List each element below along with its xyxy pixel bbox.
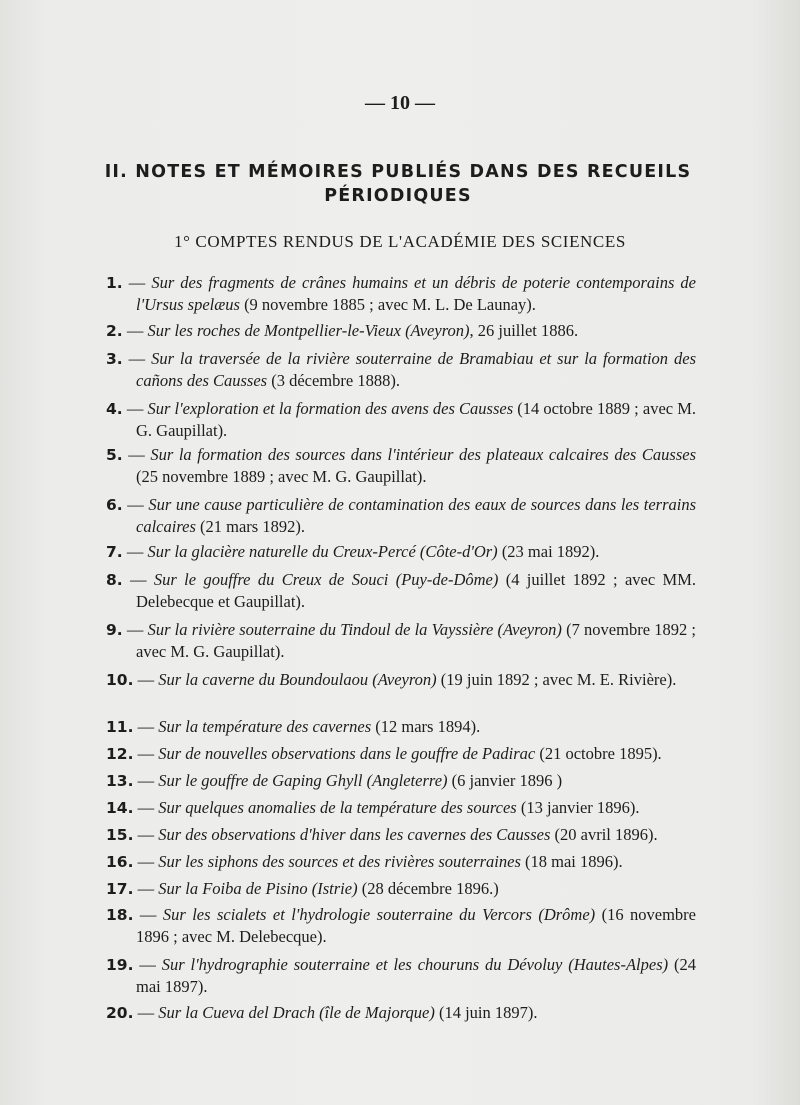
list-item: 11. — Sur la température des cavernes (12 mars 1894). (106, 717, 481, 736)
entry-title: Sur les siphons des sources et des rivières souterraines (158, 852, 521, 871)
section-heading-line-1: II. NOTES ET MÉMOIRES PUBLIÉS DANS DES RECUEILS (104, 162, 692, 182)
list-item: 3. — Sur la traversée de la rivière souterraine de Bramabiau et sur la formation des cañons des Causses (3 décembre 1888). (106, 349, 696, 390)
entry-number: 3. (106, 350, 123, 368)
entry-title: Sur les roches de Montpellier-le-Vieux (Aveyron) (147, 321, 470, 340)
list-item: 5. — Sur la formation des sources dans l'intérieur des plateaux calcaires des Causses (25 novembre 1889 ; avec M. G. Gaupillat). (106, 445, 696, 486)
entry-title: Sur les scialets et l'hydrologie souterraine du Vercors (Drôme) (162, 905, 596, 924)
entry-title: Sur le gouffre de Gaping Ghyll (Angleterre) (158, 771, 448, 790)
entry-title: Sur quelques anomalies de la température des sources (158, 798, 517, 817)
list-item: 6. — Sur une cause particulière de contamination des eaux de sources dans les terrains calcaires (21 mars 1892). (106, 495, 696, 536)
entry-detail: (18 mai 1896). (520, 852, 623, 871)
list-item: 14. — Sur quelques anomalies de la température des sources (13 janvier 1896). (106, 798, 640, 817)
list-item: 15. — Sur des observations d'hiver dans les cavernes des Causses (20 avril 1896). (106, 825, 658, 844)
entry-detail: (25 novembre 1889 ; avec M. G. Gaupillat). (136, 467, 427, 486)
entry-title: Sur le gouffre du Creux de Souci (Puy-de-Dôme) (153, 570, 499, 589)
entry-detail: (28 décembre 1896.) (357, 879, 499, 898)
entry-detail: (4 juillet 1892 ; avec MM. Delebecque et Gaupillat). (136, 570, 696, 611)
section-heading (96, 160, 700, 208)
entry-title: Sur des observations d'hiver dans les cavernes des Causses (158, 825, 551, 844)
entry-number: 1. (106, 274, 123, 292)
entry-number: 13. (106, 772, 134, 790)
entry-number: 17. (106, 880, 134, 898)
list-item: 10. — Sur la caverne du Boundoulaou (Aveyron) (19 juin 1892 ; avec M. E. Rivière). (106, 670, 677, 689)
list-item: 8. — Sur le gouffre du Creux de Souci (Puy-de-Dôme) (4 juillet 1892 ; avec MM. Delebecque et Gaupillat). (106, 570, 696, 611)
entry-title: Sur la rivière souterraine du Tindoul de la Vayssière (Aveyron) (147, 620, 562, 639)
entry-detail: , 26 juillet 1886. (469, 321, 579, 340)
entry-title: Sur la glacière naturelle du Creux-Percé (Côte-d'Or) (147, 542, 498, 561)
entry-number: 9. (106, 621, 123, 639)
entry-detail: (24 mai 1897). (136, 955, 697, 996)
list-item: 20. — Sur la Cueva del Drach (île de Majorque) (14 juin 1897). (106, 1003, 538, 1022)
list-item: 18. — Sur les scialets et l'hydrologie souterraine du Vercors (Drôme) (16 novembre 1896 ; avec M. Delebecque). (106, 905, 696, 946)
entry-title: Sur la température des cavernes (158, 717, 372, 736)
entry-title: Sur l'exploration et la formation des avens des Causses (147, 399, 514, 418)
entry-title: Sur la traversée de la rivière souterraine de Bramabiau et sur la formation des cañons des Causses (136, 349, 696, 390)
entry-title: Sur la caverne du Boundoulaou (Aveyron) (158, 670, 437, 689)
entry-number: 16. (106, 853, 134, 871)
entry-number: 8. (106, 571, 123, 589)
entry-number: 10. (106, 671, 134, 689)
entry-detail: (14 octobre 1889 ; avec M. G. Gaupillat). (136, 399, 697, 440)
entry-title: Sur une cause particulière de contamination des eaux de sources dans les terrains calcaires (136, 495, 696, 536)
entry-detail: (9 novembre 1885 ; avec M. L. De Launay). (239, 295, 536, 314)
entry-number: 5. (106, 446, 123, 464)
subheading: 1° COMPTES RENDUS DE L'ACADÉMIE DES SCIENCES (174, 232, 626, 251)
entry-title: Sur des fragments de crânes humains et un débris de poterie contemporains de l'Ursus spelæus (136, 273, 697, 314)
entry-detail: (6 janvier 1896 ) (447, 771, 563, 790)
entry-number: 20. (106, 1004, 134, 1022)
section-heading-line-2: PÉRIODIQUES (324, 186, 472, 206)
entry-detail: (21 mars 1892). (195, 517, 305, 536)
entry-number: 11. (106, 718, 134, 736)
list-item: 7. — Sur la glacière naturelle du Creux-Percé (Côte-d'Or) (23 mai 1892). (106, 542, 600, 561)
entry-title: Sur de nouvelles observations dans le gouffre de Padirac (158, 744, 536, 763)
list-item: 13. — Sur le gouffre de Gaping Ghyll (Angleterre) (6 janvier 1896 ) (106, 771, 563, 790)
list-item: 12. — Sur de nouvelles observations dans le gouffre de Padirac (21 octobre 1895). (106, 744, 662, 763)
entry-detail: (14 juin 1897). (434, 1003, 538, 1022)
entry-detail: (20 avril 1896). (550, 825, 658, 844)
entry-number: 18. (106, 906, 134, 924)
entry-detail: (12 mars 1894). (371, 717, 481, 736)
entry-number: 15. (106, 826, 134, 844)
entry-number: 7. (106, 543, 123, 561)
entry-number: 2. (106, 322, 123, 340)
entry-number: 19. (106, 956, 134, 974)
entry-number: 12. (106, 745, 134, 763)
entry-title: Sur la formation des sources dans l'intérieur des plateaux calcaires des Causses (150, 445, 696, 464)
list-item: 16. — Sur les siphons des sources et des rivières souterraines (18 mai 1896). (106, 852, 623, 871)
entry-number: 4. (106, 400, 123, 418)
entry-number: 6. (106, 496, 123, 514)
entry-title: Sur la Foiba de Pisino (Istrie) (158, 879, 358, 898)
entry-title: Sur l'hydrographie souterraine et les chouruns du Dévoluy (Hautes-Alpes) (161, 955, 669, 974)
list-item: 2. — Sur les roches de Montpellier-le-Vieux (Aveyron), 26 juillet 1886. (106, 321, 579, 340)
entry-detail: (13 janvier 1896). (516, 798, 640, 817)
list-item: 17. — Sur la Foiba de Pisino (Istrie) (28 décembre 1896.) (106, 879, 499, 898)
list-item: 4. — Sur l'exploration et la formation des avens des Causses (14 octobre 1889 ; avec M. G. Gaupillat). (106, 399, 697, 440)
entry-title: Sur la Cueva del Drach (île de Majorque) (158, 1003, 435, 1022)
list-item: 9. — Sur la rivière souterraine du Tindoul de la Vayssière (Aveyron) (7 novembre 1892 ; avec M. G. Gaupillat). (106, 620, 696, 661)
entry-detail: (23 mai 1892). (497, 542, 600, 561)
entry-detail: (7 novembre 1892 ; avec M. G. Gaupillat). (136, 620, 696, 661)
entry-number: 14. (106, 799, 134, 817)
list-item: 19. — Sur l'hydrographie souterraine et les chouruns du Dévoluy (Hautes-Alpes) (24 mai 1897). (106, 955, 697, 996)
entry-detail: (21 octobre 1895). (535, 744, 662, 763)
list-item: 1. — Sur des fragments de crânes humains et un débris de poterie contemporains de l'Ursus spelæus (9 novembre 1885 ; avec M. L. De Launay). (106, 273, 697, 314)
page-number: — 10 — (365, 92, 435, 114)
entry-detail: (3 décembre 1888). (267, 371, 400, 390)
entry-detail: (19 juin 1892 ; avec M. E. Rivière). (436, 670, 677, 689)
entry-detail: (16 novembre 1896 ; avec M. Delebecque). (136, 905, 696, 946)
